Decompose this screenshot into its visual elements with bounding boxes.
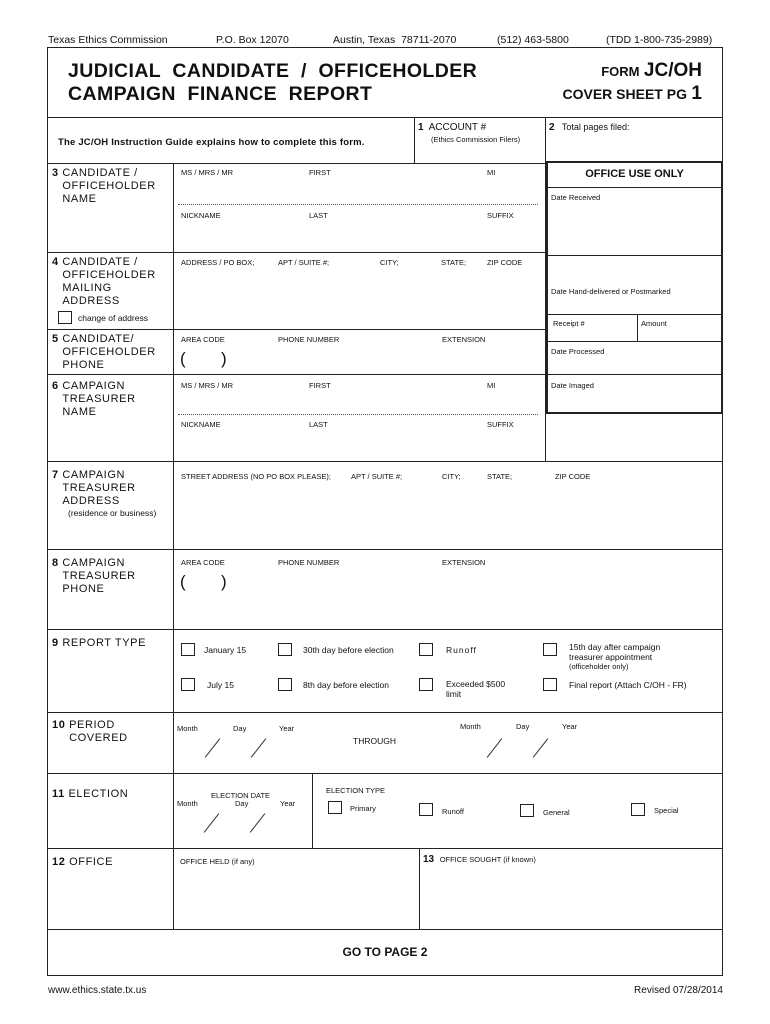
- s7-text: CAMPAIGN TREASURER ADDRESS: [62, 469, 136, 507]
- s4-zip: ZIP CODE: [487, 258, 523, 267]
- header-city: Austin, Texas 78711-2070: [333, 34, 457, 46]
- s10-from-month: Month: [177, 724, 198, 733]
- header-po-box: P.O. Box 12070: [216, 34, 289, 46]
- day30-label: 30th day before election: [303, 645, 394, 655]
- s4-num: 4: [52, 256, 59, 268]
- day8-label: 8th day before election: [303, 680, 390, 690]
- section-12-label: [52, 856, 113, 869]
- s7-street: STREET ADDRESS (NO PO BOX PLEASE);: [181, 472, 331, 481]
- s6-mi: MI: [487, 381, 496, 390]
- general-checkbox[interactable]: [520, 804, 534, 817]
- account-label: ACCOUNT #: [428, 122, 487, 133]
- s7-apt: APT / SUITE #;: [351, 472, 403, 481]
- s11-month: Month: [177, 799, 198, 808]
- s10-num: 10: [52, 719, 66, 731]
- s6-name-line[interactable]: [178, 414, 538, 415]
- s4-text: CANDIDATE / OFFICEHOLDER MAILING ADDRESS: [62, 256, 156, 307]
- s5-phone: PHONE NUMBER: [278, 335, 340, 344]
- go-to-page-2: GO TO PAGE 2: [342, 945, 428, 959]
- cover-sheet-label: [563, 83, 703, 105]
- special-label: Special: [654, 806, 679, 815]
- form-title-line2: CAMPAIGN FINANCE REPORT: [68, 83, 373, 105]
- s5-area: AREA CODE: [181, 335, 225, 344]
- date-imaged-label: Date Imaged: [551, 381, 594, 390]
- header-tdd: (TDD 1-800-735-2989): [606, 34, 713, 46]
- s6-text: CAMPAIGN TREASURER NAME: [62, 380, 136, 418]
- s4-city: CITY;: [380, 258, 399, 267]
- s4-apt: APT / SUITE #;: [278, 258, 330, 267]
- s8-paren-open: (: [180, 572, 186, 591]
- s8-area: AREA CODE: [181, 558, 225, 567]
- s3-first: FIRST: [309, 168, 331, 177]
- day8-checkbox[interactable]: [278, 678, 292, 691]
- primary-label: Primary: [350, 804, 376, 813]
- s7-state: STATE;: [487, 472, 513, 481]
- jan15-label: January 15: [204, 645, 247, 655]
- s3-suffix: SUFFIX: [487, 211, 514, 220]
- form-prefix: FORM: [601, 64, 640, 79]
- s6-num: 6: [52, 380, 59, 392]
- primary-checkbox[interactable]: [328, 801, 342, 814]
- s5-ext: EXTENSION: [442, 335, 486, 344]
- jul15-label: July 15: [207, 680, 234, 690]
- change-of-address-checkbox[interactable]: [58, 311, 72, 324]
- s6-suffix: SUFFIX: [487, 420, 514, 429]
- runoff-election-checkbox[interactable]: [419, 803, 433, 816]
- s6-prefix: MS / MRS / MR: [181, 381, 234, 390]
- s8-ext: EXTENSION: [442, 558, 486, 567]
- amount-label: Amount: [641, 319, 667, 328]
- section-4-label: [52, 256, 156, 308]
- s11-year: Year: [280, 799, 296, 808]
- section-10-label: [52, 719, 128, 745]
- receipt-label: Receipt #: [553, 319, 585, 328]
- s10-from-year: Year: [279, 724, 295, 733]
- s10-from-day: Day: [233, 724, 247, 733]
- s11-election-date: ELECTION DATE: [211, 791, 271, 800]
- cover-sheet-page: 1: [691, 83, 702, 104]
- s7-num: 7: [52, 469, 59, 481]
- special-checkbox[interactable]: [631, 803, 645, 816]
- s13-num: 13: [423, 854, 435, 865]
- instruction-text: The JC/OH Instruction Guide explains how to complete this form.: [58, 137, 365, 148]
- s3-mi: MI: [487, 168, 496, 177]
- s5-paren-close: ): [221, 349, 227, 368]
- s6-last: LAST: [309, 420, 328, 429]
- day30-checkbox[interactable]: [278, 643, 292, 656]
- form-code-value: JC/OH: [643, 60, 702, 81]
- s3-num: 3: [52, 167, 59, 179]
- s4-address: ADDRESS / PO BOX;: [181, 258, 255, 267]
- s12-num: 12: [52, 856, 66, 868]
- s10-to-day: Day: [516, 722, 530, 731]
- section-13-label: [423, 854, 536, 865]
- s8-paren-close: ): [221, 572, 227, 591]
- s9-num: 9: [52, 637, 59, 649]
- s7-city: CITY;: [442, 472, 461, 481]
- s5-paren-open: (: [180, 349, 186, 368]
- s3-text: CANDIDATE / OFFICEHOLDER NAME: [62, 167, 156, 205]
- final-report-label: Final report (Attach C/OH - FR): [569, 680, 687, 690]
- day15-label: 15th day after campaign treasurer appointment: [569, 642, 661, 662]
- jan15-checkbox[interactable]: [181, 643, 195, 656]
- total-pages-field[interactable]: [549, 122, 629, 133]
- exceeded-label: Exceeded $500 limit: [446, 679, 506, 699]
- s5-num: 5: [52, 333, 59, 345]
- s3-nickname: NICKNAME: [181, 211, 221, 220]
- s6-first: FIRST: [309, 381, 331, 390]
- section-5-label: [52, 333, 156, 372]
- section-11-label: [52, 788, 128, 801]
- account-num: 1: [418, 122, 424, 133]
- section-6-label: [52, 380, 136, 419]
- section-8-label: [52, 557, 136, 596]
- s10-to-month: Month: [460, 722, 481, 731]
- office-use-title: OFFICE USE ONLY: [585, 168, 684, 180]
- s3-prefix: MS / MRS / MR: [181, 168, 234, 177]
- footer-url[interactable]: www.ethics.state.tx.us: [48, 985, 147, 996]
- date-received-label: Date Received: [551, 193, 601, 202]
- s7-zip: ZIP CODE: [555, 472, 591, 481]
- s7-sub: (residence or business): [68, 508, 157, 518]
- section-3-label: [52, 167, 156, 206]
- total-pages-label: Total pages filed:: [561, 122, 630, 132]
- form-code: [601, 60, 702, 82]
- change-of-address-label: change of address: [78, 313, 148, 323]
- general-label: General: [543, 808, 570, 817]
- date-hand-delivered-label: Date Hand-delivered or Postmarked: [551, 287, 671, 296]
- day15-checkbox[interactable]: [543, 643, 557, 656]
- s5-text: CANDIDATE/ OFFICEHOLDER PHONE: [62, 333, 156, 371]
- s6-nickname: NICKNAME: [181, 420, 221, 429]
- date-processed-label: Date Processed: [551, 347, 605, 356]
- s9-text: REPORT TYPE: [62, 637, 147, 649]
- s3-last: LAST: [309, 211, 328, 220]
- runoff-report-checkbox[interactable]: [419, 643, 433, 656]
- s11-day: Day: [235, 799, 249, 808]
- exceeded-checkbox[interactable]: [419, 678, 433, 691]
- s4-state: STATE;: [441, 258, 467, 267]
- runoff-election-label: Runoff: [442, 807, 464, 816]
- s8-num: 8: [52, 557, 59, 569]
- total-pages-num: 2: [549, 122, 555, 133]
- footer-revised: Revised 07/28/2014: [634, 985, 723, 996]
- s3-name-line[interactable]: [178, 204, 538, 205]
- s11-election-type: ELECTION TYPE: [326, 786, 386, 795]
- s10-through: THROUGH: [353, 736, 396, 746]
- s11-num: 11: [52, 788, 65, 800]
- s10-text: PERIOD COVERED: [69, 719, 128, 744]
- header-agency: Texas Ethics Commission: [48, 34, 168, 46]
- account-sub: (Ethics Commission Filers): [431, 135, 521, 144]
- s10-to-year: Year: [562, 722, 578, 731]
- header-phone: (512) 463-5800: [497, 34, 569, 46]
- day15-sub: (officeholder only): [569, 662, 629, 671]
- s11-text: ELECTION: [68, 788, 129, 800]
- final-report-checkbox[interactable]: [543, 678, 557, 691]
- runoff-report-label: Runoff: [446, 645, 477, 655]
- cover-sheet-text: COVER SHEET PG: [562, 86, 687, 102]
- office-sought-label: OFFICE SOUGHT (if known): [439, 855, 536, 864]
- section-7-label: [52, 469, 136, 508]
- jul15-checkbox[interactable]: [181, 678, 195, 691]
- s12-text: OFFICE: [69, 856, 114, 868]
- s8-phone: PHONE NUMBER: [278, 558, 340, 567]
- office-held-label: OFFICE HELD (if any): [180, 857, 255, 866]
- account-field[interactable]: [418, 122, 486, 133]
- section-9-label: [52, 637, 146, 650]
- s8-text: CAMPAIGN TREASURER PHONE: [62, 557, 136, 595]
- form-title-line1: JUDICIAL CANDIDATE / OFFICEHOLDER: [68, 60, 478, 82]
